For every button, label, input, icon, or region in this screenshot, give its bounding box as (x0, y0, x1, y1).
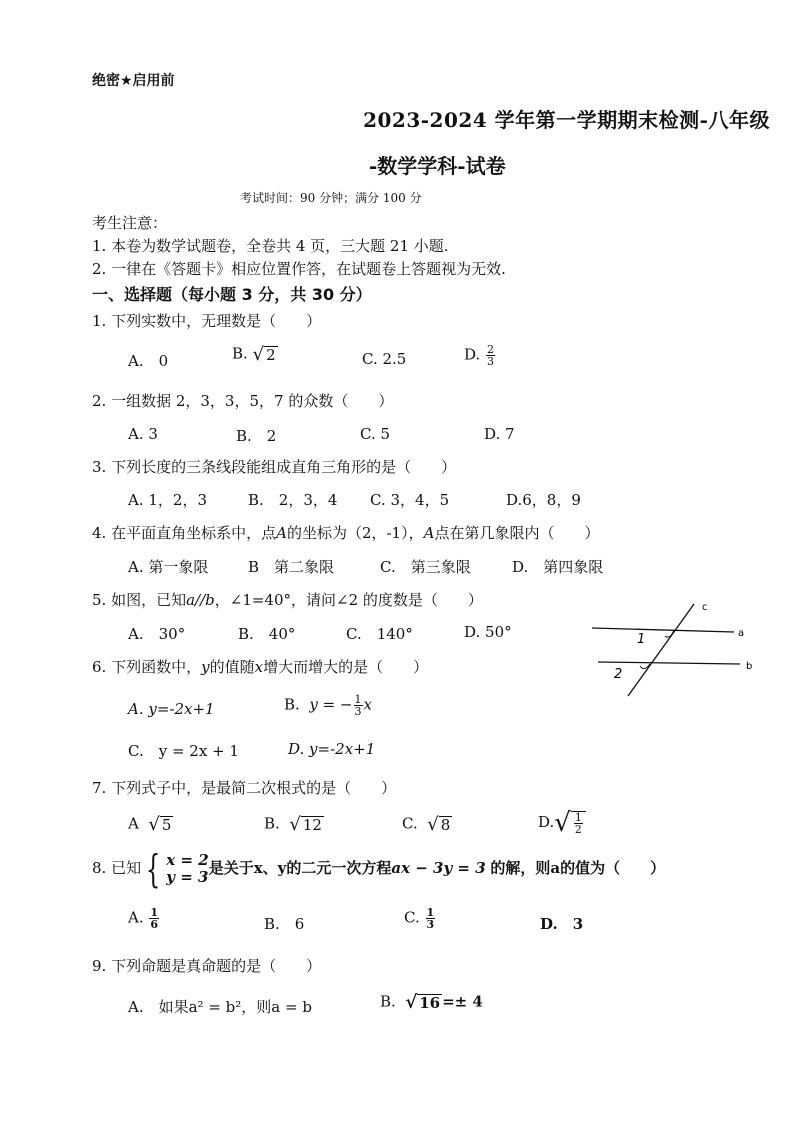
q8-option-b: B. 6 (264, 915, 305, 933)
line-a (592, 628, 734, 632)
q1-option-a: A. 0 (128, 352, 169, 370)
q2-option-b: B. 2 (236, 427, 277, 445)
equation-system: { x = 2 y = 3 (145, 847, 209, 891)
q6-option-c: C. y = 2x + 1 (128, 742, 239, 760)
q6-stem: 6. 下列函数中，y的值随x增大而增大的是（ ） (92, 658, 429, 676)
confidential-mark: 绝密★启用前 (92, 73, 175, 89)
q4-stem: 4. 在平面直角坐标系中，点A的坐标为（2，-1），A点在第几象限内（ ） (92, 524, 600, 542)
q9-stem: 9. 下列命题是真命题的是（ ） (92, 957, 322, 975)
q5-option-a: A. 30° (128, 625, 186, 643)
q2-option-a: A. 3 (128, 425, 158, 443)
q1-option-c: C. 2.5 (362, 350, 407, 368)
q6-option-d: D. y=-2x+1 (288, 740, 376, 758)
label-1: 1 (637, 632, 646, 647)
q8-stem: 8. 已知 { x = 2 y = 3 是关于x、y的二元一次方程ax − 3y = 3 的解，则a的值为（ ） (92, 847, 666, 891)
q7-option-b: B. √ 12 (264, 814, 322, 835)
q2-stem: 2. 一组数据 2，3，3，5，7 的众数（ ） (92, 392, 394, 410)
q5-option-b: B. 40° (238, 625, 296, 643)
exam-info: 考试时间：90 分钟；满分 100 分 (240, 191, 422, 205)
q1-stem: 1. 下列实数中，无理数是（ ） (92, 312, 322, 330)
q2-option-d: D. 7 (484, 425, 515, 443)
q3-option-d: D.6，8，9 (506, 491, 581, 509)
q5-stem: 5. 如图，已知a//b，∠1=40°，请问∠2 的度数是（ ） (92, 591, 483, 609)
q5-option-c: C. 140° (346, 625, 413, 643)
q4-option-a: A. 第一象限 (128, 558, 209, 576)
exam-title-line2: -数学学科-试卷 (369, 154, 506, 178)
angle-1-arc (665, 630, 674, 637)
q7-option-c: C. √ 8 (402, 814, 451, 835)
q2-option-c: C. 5 (360, 425, 391, 443)
q8-option-c: C. $\frac{1}{3}$ (404, 906, 435, 931)
q8-option-a: A. $\frac{1}{6}$ (128, 906, 159, 931)
q4-option-c: C. 第三象限 (380, 558, 471, 576)
notice-heading: 考生注意： (92, 214, 168, 232)
q4-option-d: D. 第四象限 (512, 558, 604, 576)
label-a: a (738, 628, 745, 639)
label-c: c (702, 602, 708, 613)
q1-option-b: B. √ 2 (232, 344, 276, 365)
parallel-lines-figure (584, 598, 764, 700)
exam-title-line1: 2023-2024 学年第一学期期末检测-八年级 (363, 108, 770, 132)
line-b (598, 662, 740, 664)
q3-stem: 3. 下列长度的三条线段能组成直角三角形的是（ ） (92, 458, 457, 476)
label-2: 2 (614, 667, 623, 682)
q9-option-b: B. √ 16 =± 4 (380, 992, 483, 1013)
q7-stem: 7. 下列式子中，是最简二次根式的是（ ） (92, 779, 397, 797)
label-b: b (746, 661, 753, 672)
q3-option-b: B. 2，3，4 (248, 491, 338, 509)
q8-option-d: D. 3 (540, 915, 584, 933)
q6-option-b: B. y = − $\frac{1}{3}$ x (284, 693, 372, 718)
q7-option-a: A √ 5 (128, 814, 172, 835)
notice-item-2: 2. 一律在《答题卡》相应位置作答，在试题卷上答题视为无效. (92, 260, 506, 278)
q3-option-c: C. 3，4，5 (370, 491, 450, 509)
q1-option-d: D. $\frac{2}{3}$ (464, 343, 495, 368)
q9-option-a: A. 如果a² = b²，则a = b (128, 998, 312, 1016)
q3-option-a: A. 1，2，3 (128, 491, 207, 509)
q5-option-d: D. 50° (464, 623, 512, 641)
section-heading: 一、选择题（每小题 3 分，共 30 分） (92, 285, 372, 304)
q4-option-b: B 第二象限 (248, 558, 335, 576)
q7-option-d: D.√ $\frac{1}{2}$ (538, 808, 586, 838)
notice-item-1: 1. 本卷为数学试题卷，全卷共 4 页，三大题 21 小题. (92, 237, 449, 255)
line-c (628, 604, 694, 696)
q6-option-a: A. y=-2x+1 (128, 700, 215, 718)
